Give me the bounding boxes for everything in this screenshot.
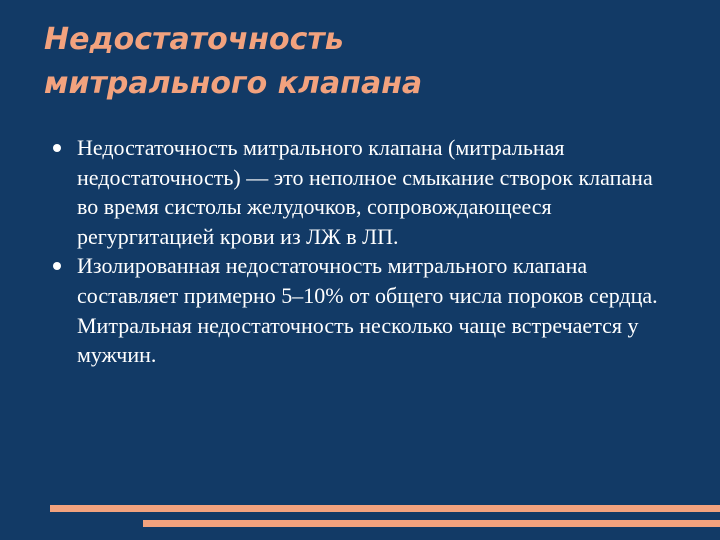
bullet-dot-icon: [53, 144, 61, 152]
bullet-text: Изолированная недостаточность митрального клапана составляет примерно 5–10% от общего числа пороков сердца. Митральная недостаточность несколько чаще встречается у мужчин.: [77, 253, 658, 368]
bullet-item: [50, 133, 670, 251]
bullet-dot-icon: [53, 262, 61, 270]
decorative-line-top: [50, 505, 720, 512]
slide-title: [44, 18, 684, 106]
bullet-list: [50, 133, 670, 370]
decorative-line-bottom: [143, 520, 720, 527]
title-line-1: Недостаточность: [44, 22, 344, 57]
title-line-2: митрального клапана: [44, 66, 423, 101]
bullet-item: [50, 251, 670, 369]
bullet-text: Недостаточность митрального клапана (митральная недостаточность) — это неполное смыкание створок клапана во время систолы желудочков, сопровождающееся регургитацией крови из ЛЖ в ЛП.: [77, 135, 653, 249]
